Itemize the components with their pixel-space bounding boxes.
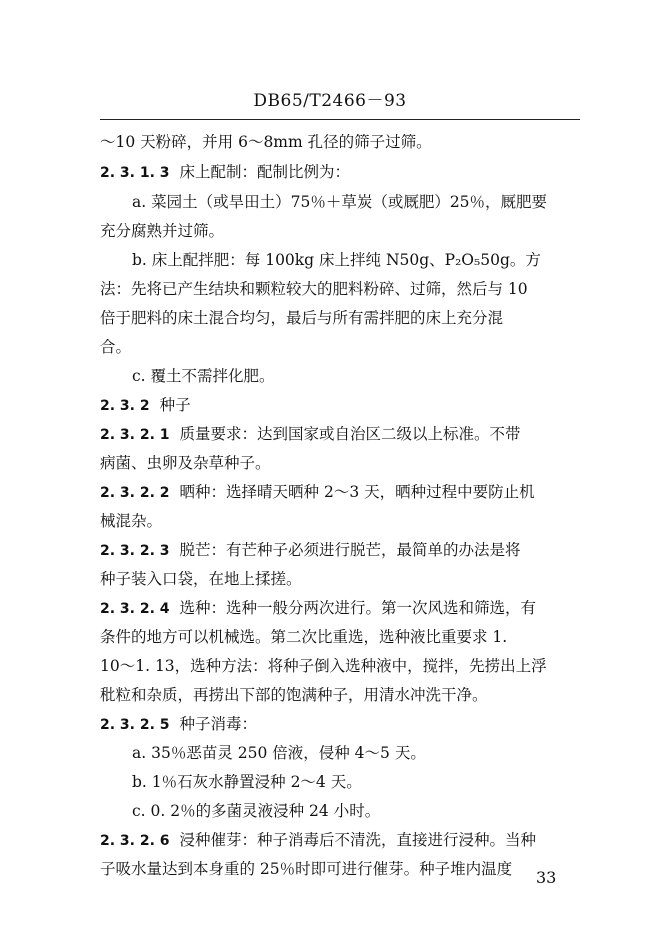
text-line: a. 菜园土（或旱田土）75％＋草炭（或厩肥）25％，厩肥要: [132, 193, 548, 211]
text-line: 条件的地方可以机械选。第二次比重选，选种液比重要求 1.: [100, 628, 508, 646]
text-line: 秕粒和杂质，再捞出下部的饱满种子，用清水冲洗干净。: [100, 686, 488, 704]
text-line: b. 床上配拌肥：每 100kg 床上拌纯 N50g、P₂O₅50g。方: [132, 251, 541, 269]
text-line: 合。: [100, 338, 132, 356]
header-rule: [100, 119, 580, 120]
text-line: 10～1. 13，选种方法：将种子倒入选种液中，搅拌，先捞出上浮: [100, 657, 547, 675]
text-line: c. 覆土不需拌化肥。: [132, 367, 275, 385]
section-heading-2-3-2-2: 2. 3. 2. 2 晒种：选择晴天晒种 2～3 天，晒种过程中要防止机: [100, 483, 535, 501]
text-line: a. 35％恶苗灵 250 倍液，侵种 4～5 天。: [132, 744, 426, 762]
text-line: 倍于肥料的床土混合均匀，最后与所有需拌肥的床上充分混: [100, 309, 504, 327]
section-heading-2-3-2-5: 2. 3. 2. 5 种子消毒：: [100, 715, 258, 733]
text-line: ～10 天粉碎，并用 6～8mm 孔径的筛子过筛。: [100, 133, 432, 151]
standard-code-header: DB65/T2466－93: [253, 91, 407, 111]
section-heading-2-3-2-6: 2. 3. 2. 6 浸种催芽：种子消毒后不清洗，直接进行浸种。当种: [100, 831, 537, 849]
section-heading-2-3-2-3: 2. 3. 2. 3 脱芒：有芒种子必须进行脱芒，最简单的办法是将: [100, 541, 521, 559]
text-line: b. 1％石灰水静置浸种 2～4 天。: [132, 773, 362, 791]
section-heading-2-3-2: 2. 3. 2 种子: [100, 396, 191, 414]
section-heading-2-3-2-1: 2. 3. 2. 1 质量要求：达到国家或自治区二级以上标准。不带: [100, 425, 521, 443]
text-line: 种子装入口袋，在地上揉搓。: [100, 570, 302, 588]
text-line: 病菌、虫卵及杂草种子。: [100, 454, 271, 472]
text-line: c. 0. 2％的多菌灵液浸种 24 小时。: [132, 802, 381, 820]
text-line: 法：先将已产生结块和颗粒较大的肥料粉碎、过筛，然后与 10: [100, 280, 528, 298]
section-heading-2-3-1-3: 2. 3. 1. 3 床上配制：配制比例为：: [100, 163, 351, 181]
text-line: 子吸水量达到本身重的 25％时即可进行催芽。种子堆内温度: [100, 860, 513, 878]
text-line: 械混杂。: [100, 512, 163, 530]
section-heading-2-3-2-4: 2. 3. 2. 4 选种：选种一般分两次进行。第一次风选和筛选，有: [100, 599, 537, 617]
text-line: 充分腐熟并过筛。: [100, 222, 225, 240]
page-number: 33: [536, 868, 557, 887]
